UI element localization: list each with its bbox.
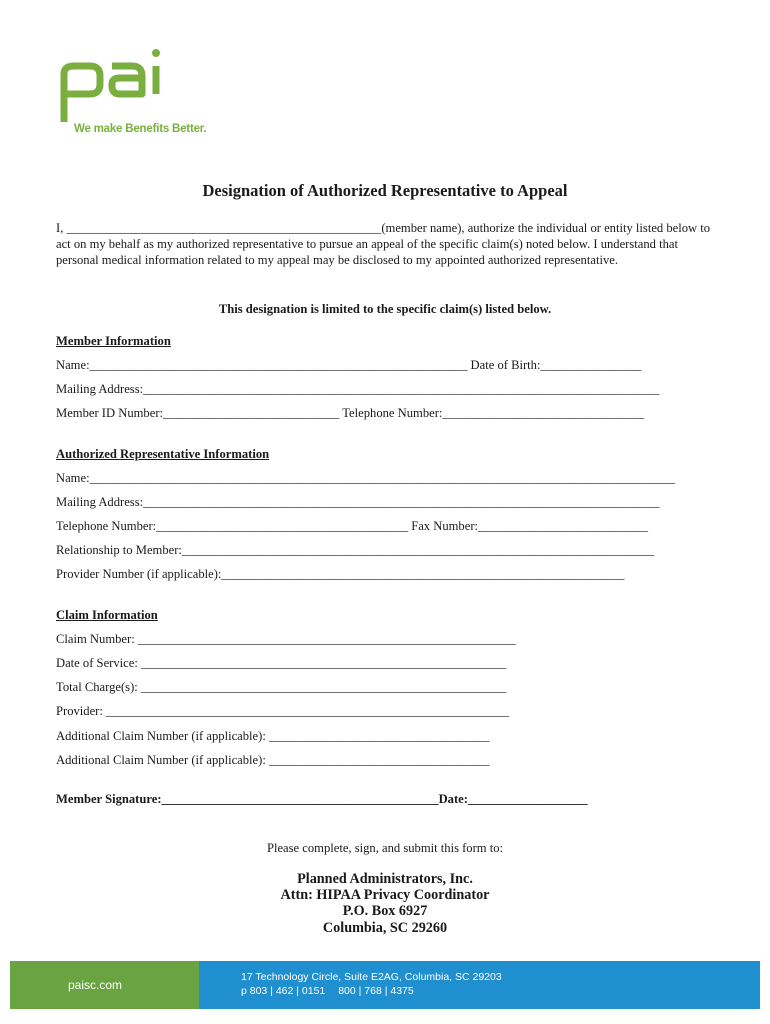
limitation-notice: This designation is limited to the specific claim(s) listed below.	[218, 302, 552, 316]
total-charges-field[interactable]: Total Charge(s): __________________________________________________________	[56, 680, 507, 694]
address-line: Columbia, SC 29260	[322, 919, 448, 936]
footer-website-panel	[10, 961, 199, 1009]
footer-phones	[241, 985, 760, 999]
intro-paragraph: I, __________________________________________________(member name), authorize the individual or entity listed below to act on my behalf as my authorized representative to pursue an appeal of the specific claim(s) noted below. I understand that personal medical information related to my appeal may be disclosed to my appointed authorized representative.	[56, 221, 711, 268]
member-name-dob-field[interactable]: Name:____________________________________________________________ Date of Birth:________________	[56, 358, 642, 372]
footer-phone-local: p 803 | 462 | 0151	[241, 984, 326, 997]
member-info-heading: Member Information	[56, 334, 171, 348]
mailing-address-block	[0, 871, 770, 936]
footer-street-address: 17 Technology Circle, Suite E2AG, Columbia, SC 29203	[241, 971, 502, 983]
member-id-telephone-field[interactable]: Member ID Number:____________________________ Telephone Number:________________________________	[56, 406, 644, 420]
member-mailing-address-field[interactable]: Mailing Address:__________________________________________________________________________________	[56, 382, 660, 396]
claim-info-heading: Claim Information	[56, 608, 158, 622]
rep-relationship-field[interactable]: Relationship to Member:___________________________________________________________________________	[56, 543, 655, 557]
address-line: P.O. Box 6927	[342, 903, 428, 920]
address-line: Planned Administrators, Inc.	[297, 871, 473, 887]
website-link[interactable]: paisc.com	[68, 978, 123, 992]
additional-claim-number-field-1[interactable]: Additional Claim Number (if applicable): ___________________________________	[56, 729, 490, 743]
rep-info-heading: Authorized Representative Information	[56, 447, 270, 461]
rep-name-field[interactable]: Name:_____________________________________________________________________________________________	[56, 471, 676, 485]
logo-tagline: We make Benefits Better.	[74, 123, 207, 135]
additional-claim-number-field-2[interactable]: Additional Claim Number (if applicable): ___________________________________	[56, 753, 490, 767]
provider-field[interactable]: Provider: ________________________________________________________________	[56, 704, 510, 718]
submission-instructions: Please complete, sign, and submit this form to:	[266, 841, 504, 855]
address-line: Attn: HIPAA Privacy Coordinator	[280, 887, 490, 904]
member-signature-date-field[interactable]: Member Signature:____________________________________________Date:___________________	[56, 792, 588, 806]
form-title: Designation of Authorized Representative to Appeal	[202, 181, 568, 200]
footer-phone-tollfree: 800 | 768 | 4375	[338, 984, 414, 997]
pai-logo-icon	[56, 48, 216, 128]
footer-contact-panel	[199, 961, 760, 1009]
rep-mailing-address-field[interactable]: Mailing Address:__________________________________________________________________________________	[56, 495, 660, 509]
date-of-service-field[interactable]: Date of Service: __________________________________________________________	[56, 656, 507, 670]
rep-provider-number-field[interactable]: Provider Number (if applicable):________________________________________________________________	[56, 567, 625, 581]
rep-telephone-fax-field[interactable]: Telephone Number:________________________________________ Fax Number:___________________________	[56, 519, 649, 533]
claim-number-field[interactable]: Claim Number: ____________________________________________________________	[56, 632, 516, 646]
footer-bar	[10, 961, 760, 1009]
